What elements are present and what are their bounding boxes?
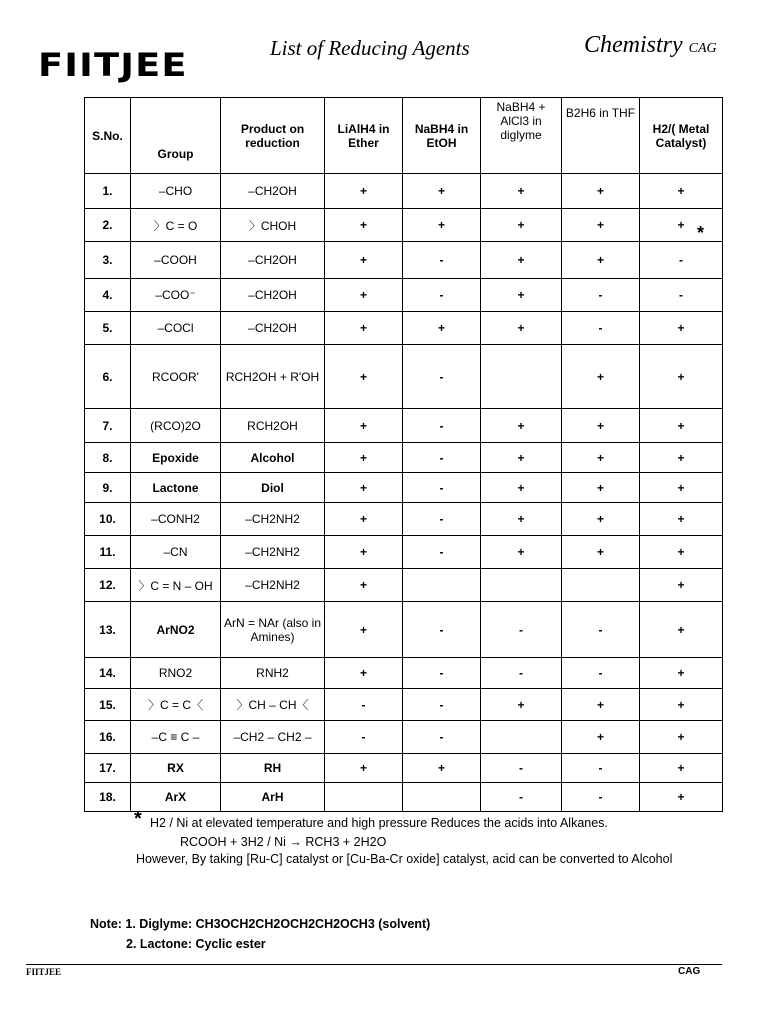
cell-c5: + xyxy=(640,721,723,754)
cell-group: –C ≡ C – xyxy=(131,721,221,754)
cell-c1: + xyxy=(325,503,403,536)
table-row xyxy=(85,569,723,602)
table-row xyxy=(85,345,723,409)
cell-c2: - xyxy=(403,473,481,503)
cell-sno: 4. xyxy=(85,279,131,312)
table-row xyxy=(85,754,723,783)
cell-sno: 8. xyxy=(85,443,131,473)
cell-c4: + xyxy=(562,721,640,754)
cell-sno: 12. xyxy=(85,569,131,602)
cell-c1: + xyxy=(325,536,403,569)
cell-c5: - xyxy=(640,279,723,312)
cell-group: –COO⁻ xyxy=(131,279,221,312)
cell-sno: 7. xyxy=(85,409,131,443)
header-group: Group xyxy=(131,98,221,174)
cell-c4: + xyxy=(562,536,640,569)
table-row xyxy=(85,209,723,242)
cell-c4: - xyxy=(562,783,640,812)
cell-product: –CH2NH2 xyxy=(221,536,325,569)
table-body xyxy=(85,174,723,812)
cell-c1: + xyxy=(325,569,403,602)
header-b2h6: B2H6 in THF xyxy=(562,98,640,174)
cell-sno: 11. xyxy=(85,536,131,569)
cell-c4: - xyxy=(562,754,640,783)
cell-c2: + xyxy=(403,209,481,242)
cell-sno: 18. xyxy=(85,783,131,812)
cell-c5: + xyxy=(640,473,723,503)
cell-c5: - xyxy=(640,242,723,279)
cell-c5: + xyxy=(640,569,723,602)
footnote-equation: RCOOH + 3H2 / Ni → RCH3 + 2H2O xyxy=(180,835,387,849)
cell-group: RX xyxy=(131,754,221,783)
cell-sno: 15. xyxy=(85,689,131,721)
cell-sno: 14. xyxy=(85,658,131,689)
cell-c5: + xyxy=(640,312,723,345)
cell-group: 〉C = O xyxy=(131,209,221,242)
cell-c5: + xyxy=(640,409,723,443)
cell-c2: - xyxy=(403,503,481,536)
cell-sno: 5. xyxy=(85,312,131,345)
cell-c3: + xyxy=(481,279,562,312)
table-header-row xyxy=(85,98,723,174)
cell-c3: - xyxy=(481,658,562,689)
subject-name: Chemistry xyxy=(584,32,683,58)
cell-c2: - xyxy=(403,279,481,312)
cell-product: Alcohol xyxy=(221,443,325,473)
note-lactone: 2. Lactone: Cyclic ester xyxy=(126,937,266,951)
cell-group: –COCl xyxy=(131,312,221,345)
cell-c2: - xyxy=(403,443,481,473)
cell-c1 xyxy=(325,783,403,812)
cell-c1: + xyxy=(325,209,403,242)
cell-c2: + xyxy=(403,174,481,209)
cell-c5: + xyxy=(640,503,723,536)
cell-product: –CH2OH xyxy=(221,242,325,279)
cell-product: –CH2NH2 xyxy=(221,503,325,536)
cell-c2: - xyxy=(403,242,481,279)
cell-c4: - xyxy=(562,279,640,312)
cell-sno: 6. xyxy=(85,345,131,409)
cell-c5: + xyxy=(640,209,723,242)
cell-c4: - xyxy=(562,312,640,345)
cell-c4: - xyxy=(562,658,640,689)
cell-sno: 10. xyxy=(85,503,131,536)
footnote-line-1: H2 / Ni at elevated temperature and high pressure Reduces the acids into Alkanes. xyxy=(150,816,608,830)
cell-group: 〉C = C〈 xyxy=(131,689,221,721)
cell-product: RNH2 xyxy=(221,658,325,689)
cell-c3 xyxy=(481,721,562,754)
header-sno: S.No. xyxy=(85,98,131,174)
cell-c5: + xyxy=(640,443,723,473)
cell-c3: + xyxy=(481,473,562,503)
cell-group: RCOOR' xyxy=(131,345,221,409)
cell-c1: - xyxy=(325,721,403,754)
cell-product: 〉CHOH xyxy=(221,209,325,242)
cell-c1: + xyxy=(325,473,403,503)
table-row xyxy=(85,536,723,569)
cell-c1: + xyxy=(325,602,403,658)
cell-c4: + xyxy=(562,242,640,279)
cell-product: 〉CH – CH〈 xyxy=(221,689,325,721)
cell-c3 xyxy=(481,569,562,602)
cell-product: ArN = NAr (also in Amines) xyxy=(221,602,325,658)
header-product: Product on reduction xyxy=(221,98,325,174)
cell-group: Lactone xyxy=(131,473,221,503)
table-row xyxy=(85,602,723,658)
cell-group: 〉C = N – OH xyxy=(131,569,221,602)
cell-product: –CH2OH xyxy=(221,279,325,312)
cell-c3: - xyxy=(481,602,562,658)
cell-c1: + xyxy=(325,279,403,312)
cell-c2: - xyxy=(403,658,481,689)
cell-sno: 1. xyxy=(85,174,131,209)
header-h2-catalyst: H2/( Metal Catalyst) xyxy=(640,98,723,174)
cell-c5: + xyxy=(640,602,723,658)
cell-c2: + xyxy=(403,754,481,783)
cell-c3: + xyxy=(481,409,562,443)
subject-code: CAG xyxy=(688,41,717,56)
cell-asterisk: * xyxy=(697,223,705,243)
footnote-line-3: However, By taking [Ru-C] catalyst or [Cu-Ba-Cr oxide] catalyst, acid can be converted to Alcohol xyxy=(136,852,673,866)
cell-c1: + xyxy=(325,174,403,209)
cell-product: –CH2 – CH2 – xyxy=(221,721,325,754)
header-nabh4-alcl3: NaBH4 + AlCl3 in diglyme xyxy=(481,98,562,174)
cell-sno: 13. xyxy=(85,602,131,658)
cell-c5: + xyxy=(640,174,723,209)
cell-c4: + xyxy=(562,503,640,536)
cell-c1: + xyxy=(325,754,403,783)
cell-group: RNO2 xyxy=(131,658,221,689)
table-row xyxy=(85,242,723,279)
cell-c3: + xyxy=(481,209,562,242)
header-lialh4: LiAlH4 in Ether xyxy=(325,98,403,174)
note-diglyme: Note: 1. Diglyme: CH3OCH2CH2OCH2CH2OCH3 (solvent) xyxy=(90,917,431,931)
table-row xyxy=(85,279,723,312)
cell-sno: 3. xyxy=(85,242,131,279)
page-title: List of Reducing Agents xyxy=(270,36,470,60)
cell-sno: 17. xyxy=(85,754,131,783)
cell-product: RH xyxy=(221,754,325,783)
cell-c1: + xyxy=(325,658,403,689)
cell-c3: + xyxy=(481,503,562,536)
table-row xyxy=(85,409,723,443)
cell-c3: - xyxy=(481,754,562,783)
cell-c3: + xyxy=(481,689,562,721)
cell-c2: - xyxy=(403,409,481,443)
cell-c4: + xyxy=(562,689,640,721)
cell-c3: + xyxy=(481,536,562,569)
table-row xyxy=(85,443,723,473)
cell-c3: + xyxy=(481,242,562,279)
table-row xyxy=(85,689,723,721)
cell-product: ArH xyxy=(221,783,325,812)
table-row xyxy=(85,312,723,345)
cell-group: ArX xyxy=(131,783,221,812)
cell-c1: + xyxy=(325,345,403,409)
cell-product: –CH2OH xyxy=(221,174,325,209)
footnote-star: * xyxy=(134,808,142,830)
cell-c5: + xyxy=(640,689,723,721)
cell-c4: + xyxy=(562,473,640,503)
cell-c4: + xyxy=(562,409,640,443)
cell-c2: - xyxy=(403,536,481,569)
table-row xyxy=(85,783,723,812)
table-row xyxy=(85,503,723,536)
cell-group: –CONH2 xyxy=(131,503,221,536)
cell-c5: + xyxy=(640,658,723,689)
cell-product: –CH2OH xyxy=(221,312,325,345)
cell-sno: 16. xyxy=(85,721,131,754)
fiitjee-logo: FIITJEE xyxy=(38,46,188,84)
cell-group: –CHO xyxy=(131,174,221,209)
table-row xyxy=(85,174,723,209)
header-nabh4: NaBH4 in EtOH xyxy=(403,98,481,174)
cell-c3 xyxy=(481,345,562,409)
cell-c2: - xyxy=(403,689,481,721)
cell-c1: + xyxy=(325,242,403,279)
footer-left: FIITJEE xyxy=(26,967,62,977)
cell-product: Diol xyxy=(221,473,325,503)
cell-c4: + xyxy=(562,174,640,209)
cell-product: –CH2NH2 xyxy=(221,569,325,602)
cell-c2: - xyxy=(403,345,481,409)
cell-group: ArNO2 xyxy=(131,602,221,658)
cell-c1: + xyxy=(325,443,403,473)
cell-c5: + xyxy=(640,536,723,569)
cell-c4: + xyxy=(562,443,640,473)
cell-c3: + xyxy=(481,443,562,473)
table-row xyxy=(85,721,723,754)
cell-group: (RCO)2O xyxy=(131,409,221,443)
cell-group: –COOH xyxy=(131,242,221,279)
cell-c3: + xyxy=(481,312,562,345)
cell-group: Epoxide xyxy=(131,443,221,473)
cell-c4: + xyxy=(562,345,640,409)
footer-right: CAG xyxy=(678,966,701,977)
cell-c1: - xyxy=(325,689,403,721)
cell-c3: - xyxy=(481,783,562,812)
cell-product: RCH2OH xyxy=(221,409,325,443)
cell-c1: + xyxy=(325,409,403,443)
cell-sno: 9. xyxy=(85,473,131,503)
cell-c4: + xyxy=(562,209,640,242)
cell-c2: + xyxy=(403,312,481,345)
cell-sno: 2. xyxy=(85,209,131,242)
table-row xyxy=(85,473,723,503)
cell-c2: - xyxy=(403,602,481,658)
cell-c2 xyxy=(403,783,481,812)
cell-c2 xyxy=(403,569,481,602)
reducing-agents-table xyxy=(84,97,723,812)
cell-c1: + xyxy=(325,312,403,345)
cell-group: –CN xyxy=(131,536,221,569)
cell-c5: + xyxy=(640,345,723,409)
table-row xyxy=(85,658,723,689)
cell-c5: + xyxy=(640,754,723,783)
cell-c4 xyxy=(562,569,640,602)
footer-divider xyxy=(26,964,722,965)
cell-c4: - xyxy=(562,602,640,658)
cell-c3: + xyxy=(481,174,562,209)
cell-c5: + xyxy=(640,783,723,812)
cell-product: RCH2OH + R'OH xyxy=(221,345,325,409)
subject-label xyxy=(584,32,717,59)
cell-c2: - xyxy=(403,721,481,754)
